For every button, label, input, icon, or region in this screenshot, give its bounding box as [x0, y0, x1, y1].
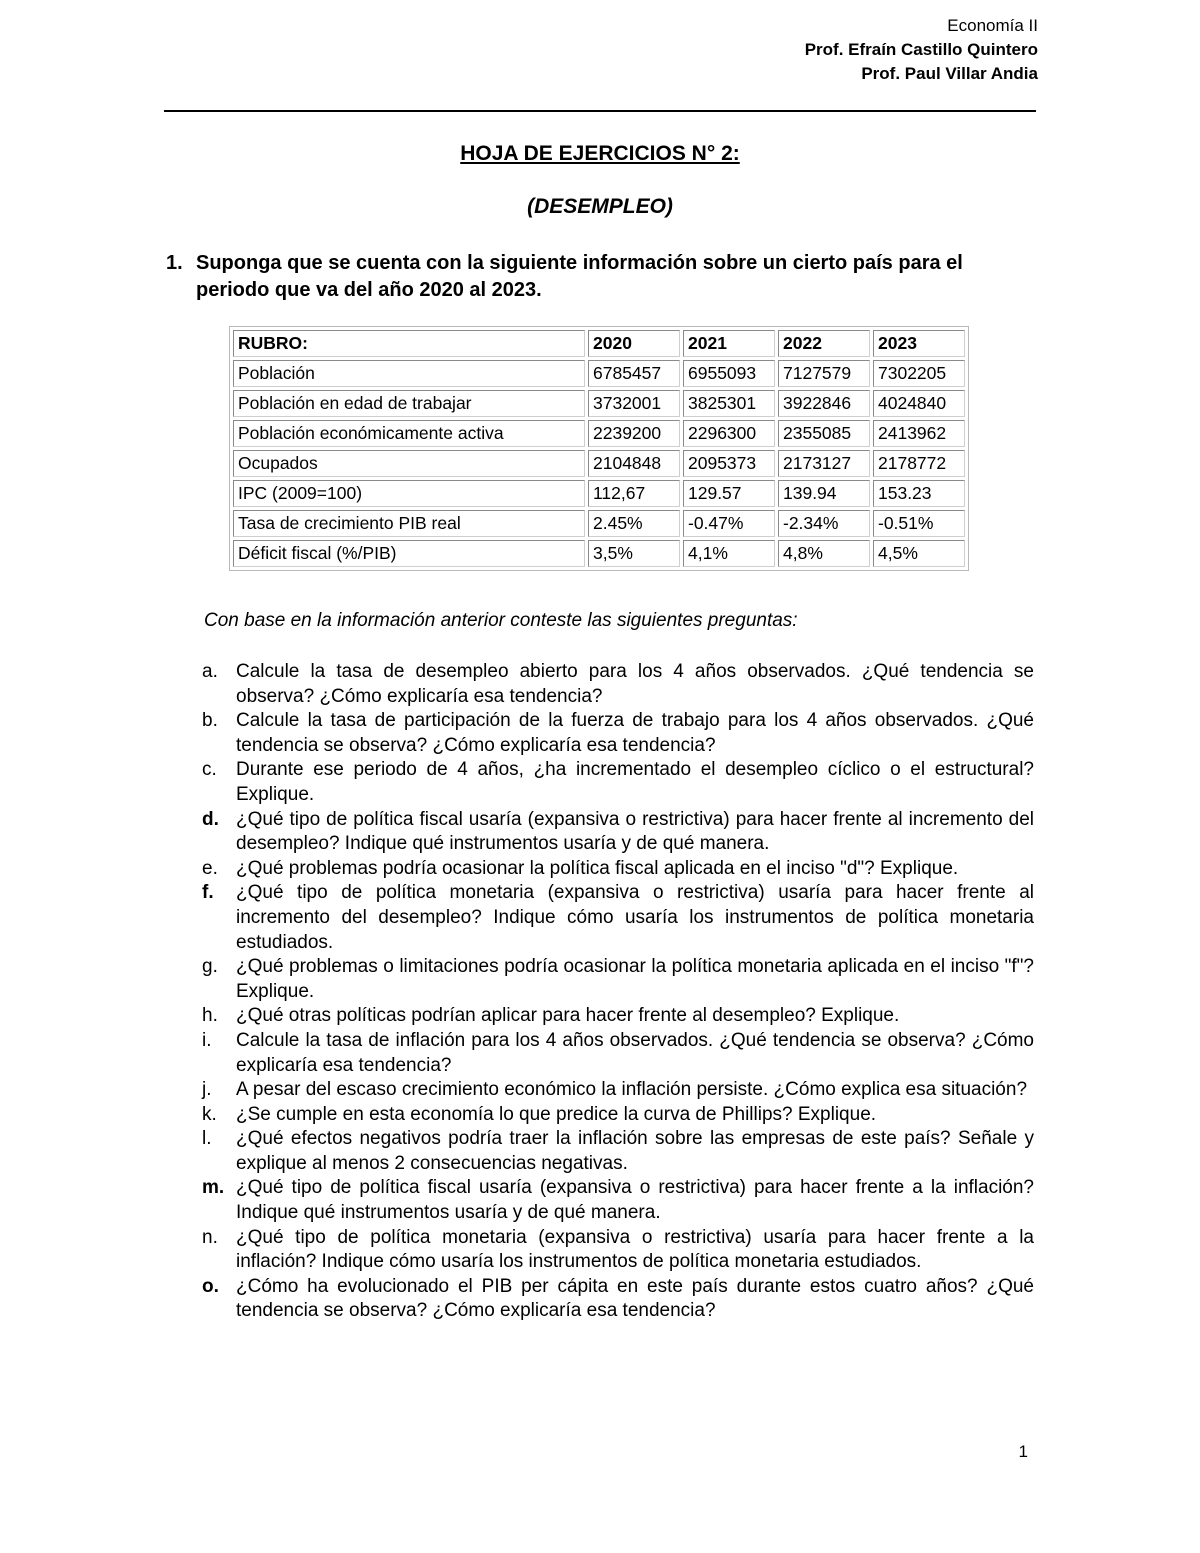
- item-letter: c.: [202, 759, 217, 781]
- table-cell: Déficit fiscal (%/PIB): [233, 540, 585, 567]
- item-text: ¿Qué tipo de política fiscal usaría (expansiva o restrictiva) para hacer frente al incremento del desempleo? Indique qué instrumentos usaría y de qué manera.: [236, 808, 1034, 855]
- table-row: [233, 390, 965, 417]
- table-cell: -0.47%: [683, 510, 775, 537]
- table-cell: Población económicamente activa: [233, 420, 585, 447]
- table-cell: 2104848: [588, 450, 680, 477]
- table-cell: 3732001: [588, 390, 680, 417]
- table-row: [233, 420, 965, 447]
- list-item: [200, 1127, 1034, 1176]
- table-row: [233, 510, 965, 537]
- table-cell: Población: [233, 360, 585, 387]
- item-letter: h.: [202, 1005, 218, 1027]
- item-letter: d.: [202, 808, 219, 830]
- table-cell: 4,1%: [683, 540, 775, 567]
- item-text: ¿Qué tipo de política monetaria (expansiva o restrictiva) usaría para hacer frente al incremento del desempleo? Indique cómo usaría los instrumentos de política monetaria estudiados.: [236, 882, 1034, 953]
- table-cell: 7127579: [778, 360, 870, 387]
- table-row: [233, 360, 965, 387]
- table-cell: 4,5%: [873, 540, 965, 567]
- professor-2: Prof. Paul Villar Andia: [861, 64, 1038, 83]
- item-text: ¿Qué problemas podría ocasionar la política fiscal aplicada en el inciso "d"? Explique.: [236, 857, 959, 879]
- item-text: ¿Qué problemas o limitaciones podría ocasionar la política monetaria aplicada en el inciso "f"? Explique.: [236, 956, 1034, 1002]
- item-text: ¿Qué efectos negativos podría traer la inflación sobre las empresas de este país? Señale y explique al menos 2 consecuencias negativas.: [236, 1128, 1034, 1174]
- list-item: [200, 1029, 1034, 1078]
- item-text: A pesar del escaso crecimiento económico la inflación persiste. ¿Cómo explica esa situación?: [236, 1079, 1028, 1101]
- list-item: [200, 709, 1034, 758]
- table-header-cell: RUBRO:: [233, 330, 585, 357]
- table-row: [233, 540, 965, 567]
- item-letter: e.: [202, 857, 218, 879]
- question-1-number: 1.: [166, 252, 183, 274]
- list-item: [200, 1226, 1034, 1275]
- item-text: ¿Qué otras políticas podrían aplicar para hacer frente al desempleo? Explique.: [236, 1005, 900, 1027]
- item-letter: a.: [202, 661, 218, 682]
- table-cell: 2178772: [873, 450, 965, 477]
- course-name: Economía II: [947, 16, 1038, 35]
- table-cell: 2355085: [778, 420, 870, 447]
- table-cell: 6785457: [588, 360, 680, 387]
- list-item: [200, 1103, 1034, 1128]
- page-header: [805, 14, 1038, 86]
- table-cell: 2095373: [683, 450, 775, 477]
- item-text: Calcule la tasa de desempleo abierto para los 4 años observados. ¿Qué tendencia se observa? ¿Cómo explicaría esa tendencia?: [236, 661, 1034, 707]
- list-item: [200, 808, 1034, 857]
- table-header-cell: 2023: [873, 330, 965, 357]
- table-cell: 112,67: [588, 480, 680, 507]
- item-letter: l.: [202, 1128, 212, 1150]
- item-letter: o.: [202, 1275, 219, 1297]
- table-cell: 4,8%: [778, 540, 870, 567]
- table-cell: 2173127: [778, 450, 870, 477]
- item-letter: k.: [202, 1103, 217, 1125]
- list-item: [200, 1275, 1034, 1324]
- questions-list: [200, 660, 1034, 1324]
- item-text: Durante ese periodo de 4 años, ¿ha incrementado el desempleo cíclico o el estructural? Explique.: [236, 759, 1034, 805]
- table-cell: 139.94: [778, 480, 870, 507]
- item-letter: j.: [202, 1079, 212, 1101]
- question-1: [166, 250, 1036, 304]
- list-item: [200, 881, 1034, 955]
- table-cell: -2.34%: [778, 510, 870, 537]
- table-cell: Tasa de crecimiento PIB real: [233, 510, 585, 537]
- item-letter: f.: [202, 882, 214, 904]
- table-header-cell: 2020: [588, 330, 680, 357]
- table-cell: 3825301: [683, 390, 775, 417]
- list-item: [200, 1004, 1034, 1029]
- item-letter: b.: [202, 710, 218, 732]
- table-row: [233, 450, 965, 477]
- table-cell: 2.45%: [588, 510, 680, 537]
- table-cell: IPC (2009=100): [233, 480, 585, 507]
- item-text: Calcule la tasa de participación de la fuerza de trabajo para los 4 años observados. ¿Qué tendencia se observa? ¿Cómo explicaría esa tendencia?: [236, 710, 1034, 756]
- item-letter: n.: [202, 1226, 218, 1248]
- item-text: ¿Cómo ha evolucionado el PIB per cápita en este país durante estos cuatro años? ¿Qué tendencia se observa? ¿Cómo explicaría esa tendencia?: [236, 1275, 1034, 1322]
- questions-intro: Con base en la información anterior conteste las siguientes preguntas:: [204, 610, 798, 631]
- item-letter: g.: [202, 956, 218, 978]
- page-title: HOJA DE EJERCICIOS N° 2:: [460, 142, 740, 165]
- item-letter: i.: [202, 1029, 212, 1051]
- data-table: [229, 326, 969, 571]
- table-cell: 129.57: [683, 480, 775, 507]
- list-item: [200, 955, 1034, 1004]
- table-cell: 2413962: [873, 420, 965, 447]
- page-number: 1: [1018, 1442, 1028, 1461]
- table-header-row: [233, 330, 965, 357]
- header-divider: [164, 110, 1036, 112]
- table-cell: Población en edad de trabajar: [233, 390, 585, 417]
- list-item: [200, 1078, 1034, 1103]
- list-item: [200, 758, 1034, 807]
- professor-1: Prof. Efraín Castillo Quintero: [804, 40, 1038, 59]
- table-cell: 7302205: [873, 360, 965, 387]
- table-header-cell: 2022: [778, 330, 870, 357]
- table-cell: -0.51%: [873, 510, 965, 537]
- table-cell: 153.23: [873, 480, 965, 507]
- table-row: [233, 480, 965, 507]
- item-text: Calcule la tasa de inflación para los 4 años observados. ¿Qué tendencia se observa? ¿Cómo explicaría esa tendencia?: [236, 1029, 1034, 1076]
- table-cell: 4024840: [873, 390, 965, 417]
- item-letter: m.: [202, 1177, 225, 1199]
- table-cell: 3922846: [778, 390, 870, 417]
- table-cell: 2296300: [683, 420, 775, 447]
- list-item: [200, 660, 1034, 709]
- table-cell: 3,5%: [588, 540, 680, 567]
- item-text: ¿Qué tipo de política monetaria (expansiva o restrictiva) usaría para hacer frente a la inflación? Indique cómo usaría los instrumentos de política monetaria estudiados.: [236, 1226, 1034, 1273]
- page-subtitle: (DESEMPLEO): [527, 195, 673, 218]
- table-header-cell: 2021: [683, 330, 775, 357]
- table-cell: Ocupados: [233, 450, 585, 477]
- item-text: ¿Qué tipo de política fiscal usaría (expansiva o restrictiva) para hacer frente a la inflación? Indique qué instrumentos usaría y de qué manera.: [236, 1177, 1034, 1224]
- question-1-text: Suponga que se cuenta con la siguiente información sobre un cierto país para el periodo que va del año 2020 al 2023.: [196, 252, 963, 301]
- list-item: [200, 1176, 1034, 1225]
- table-cell: 2239200: [588, 420, 680, 447]
- item-text: ¿Se cumple en esta economía lo que predice la curva de Phillips? Explique.: [236, 1103, 877, 1125]
- list-item: [200, 857, 1034, 882]
- table-cell: 6955093: [683, 360, 775, 387]
